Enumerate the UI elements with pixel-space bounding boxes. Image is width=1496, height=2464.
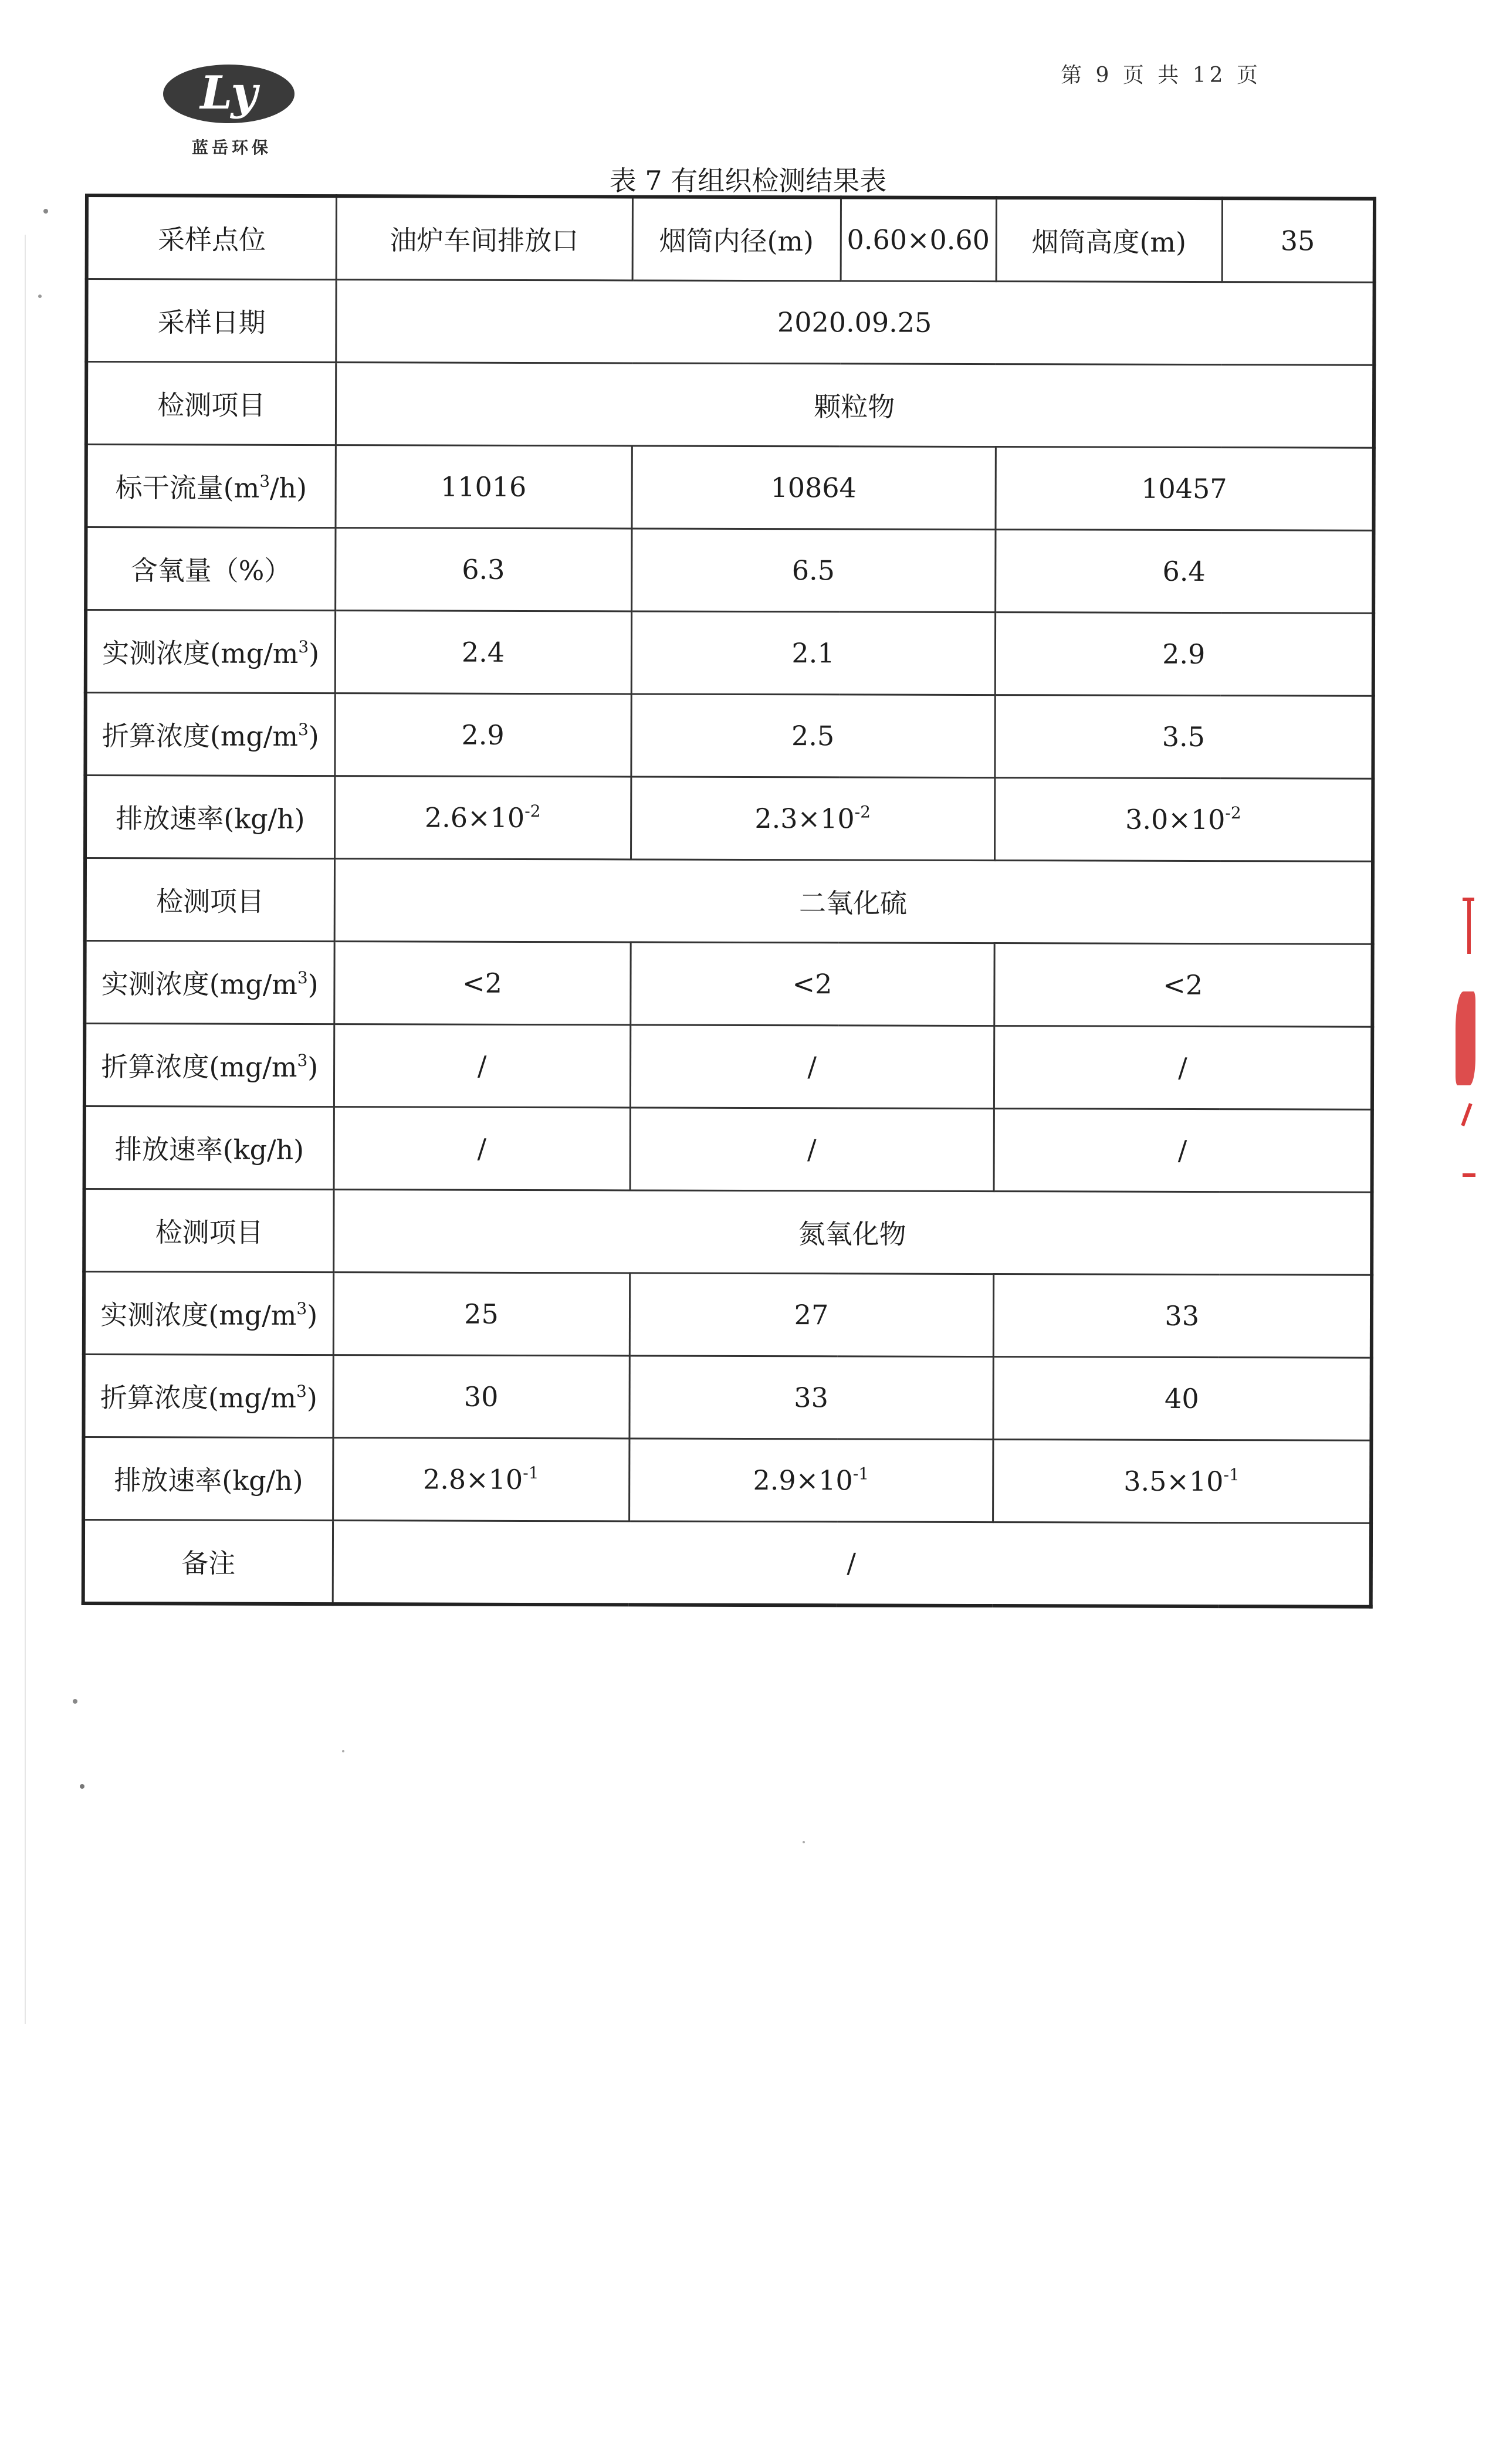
measurement-value: <2 xyxy=(630,942,994,1026)
table-row xyxy=(86,610,1373,696)
measurement-value: 2.4 xyxy=(335,611,631,694)
measurement-value: 2.5 xyxy=(631,694,994,778)
table-row xyxy=(86,445,1374,531)
measurement-value: 10864 xyxy=(632,446,996,530)
measurement-value: $2.6\times 10^{-2}$ xyxy=(334,776,631,859)
logo-mark-text: Ly xyxy=(200,66,258,120)
table-caption: 表 7 有组织检测结果表 xyxy=(609,165,887,197)
parameter-label: 含氧量（%） xyxy=(86,527,335,611)
table-row xyxy=(84,1272,1372,1358)
measurement-value: $2.3\times 10^{-2}$ xyxy=(631,777,994,861)
table-row xyxy=(85,776,1373,862)
parameter-label: 实测浓度$(mg/m^3)$ xyxy=(86,610,335,693)
parameter-label: 实测浓度$(mg/m^3)$ xyxy=(84,941,334,1024)
measurement-value: $3.0\times 10^{-2}$ xyxy=(994,778,1373,862)
scan-binding-line xyxy=(25,235,26,2024)
table-row xyxy=(84,1106,1372,1193)
measurement-value: 11016 xyxy=(336,445,632,529)
measurement-value: / xyxy=(630,1108,994,1192)
red-seal-fragment xyxy=(1452,898,1475,1179)
sampling-date-label: 采样日期 xyxy=(86,279,336,363)
company-logo xyxy=(158,62,299,161)
parameter-label: 排放速率(kg/h) xyxy=(84,1106,334,1190)
measurement-value: 2.9 xyxy=(334,693,631,777)
results-table-wrapper xyxy=(82,194,1373,1609)
test-item-value: 颗粒物 xyxy=(336,363,1374,448)
parameter-label: 实测浓度$(mg/m^3)$ xyxy=(84,1272,333,1355)
table-row xyxy=(83,1355,1371,1441)
measurement-value: $3.5\times 10^{-1}$ xyxy=(993,1440,1371,1524)
test-item-value: 氮氧化物 xyxy=(333,1190,1372,1275)
parameter-label: 标干流量$(m^3/h)$ xyxy=(86,445,336,528)
stack-diameter-label: 烟筒内径(m) xyxy=(632,197,841,280)
remarks-value: / xyxy=(333,1521,1371,1607)
table-row xyxy=(84,1189,1372,1275)
table-row xyxy=(83,1437,1371,1524)
sampling-point-label: 采样点位 xyxy=(87,195,336,280)
logo-text: 蓝岳环保 xyxy=(191,138,272,157)
measurement-value: / xyxy=(334,1024,630,1108)
table-row xyxy=(85,858,1373,945)
table-row xyxy=(86,279,1374,365)
page-indicator: 第 9 页 共 12 页 xyxy=(1061,63,1261,87)
page-header xyxy=(0,0,1496,176)
measurement-value: 6.5 xyxy=(631,529,995,612)
test-item-value: 二氧化硫 xyxy=(334,859,1373,945)
stack-height-label: 烟筒高度(m) xyxy=(996,198,1222,282)
test-item-label: 检测项目 xyxy=(84,1189,333,1272)
parameter-label: 折算浓度$(mg/m^3)$ xyxy=(83,1355,333,1438)
measurement-value: 2.1 xyxy=(631,611,995,695)
remarks-label: 备注 xyxy=(83,1520,333,1605)
table-row xyxy=(87,195,1375,282)
test-item-label: 检测项目 xyxy=(85,858,334,942)
measurement-value: / xyxy=(994,1109,1372,1193)
measurement-value: / xyxy=(630,1025,994,1109)
table-row xyxy=(84,941,1372,1027)
table-row xyxy=(85,693,1373,779)
stack-height-value: 35 xyxy=(1222,198,1375,282)
table-row xyxy=(83,1520,1371,1607)
measurement-value: $2.9\times 10^{-1}$ xyxy=(629,1439,993,1522)
measurement-value: <2 xyxy=(334,942,630,1025)
measurement-value: 27 xyxy=(629,1273,993,1357)
measurement-value: 2.9 xyxy=(995,612,1373,696)
parameter-label: 排放速率(kg/h) xyxy=(85,776,334,859)
parameter-label: 折算浓度$(mg/m^3)$ xyxy=(85,693,334,776)
measurement-value: / xyxy=(994,1026,1372,1110)
logo-mark-icon xyxy=(161,62,296,126)
table-row xyxy=(86,362,1374,448)
measurement-value: / xyxy=(334,1107,630,1190)
table-row xyxy=(84,1024,1372,1110)
measurement-value: 6.3 xyxy=(335,528,631,611)
measurement-value: 6.4 xyxy=(995,530,1373,614)
table-row xyxy=(86,527,1373,614)
measurement-value: 33 xyxy=(629,1356,993,1440)
measurement-value: 25 xyxy=(333,1272,629,1356)
measurement-value: 33 xyxy=(993,1274,1372,1358)
measurement-value: <2 xyxy=(994,943,1372,1027)
stack-diameter-value: 0.60×0.60 xyxy=(841,197,996,281)
measurement-value: $2.8\times 10^{-1}$ xyxy=(333,1438,629,1521)
measurement-value: 30 xyxy=(333,1355,629,1439)
parameter-label: 折算浓度$(mg/m^3)$ xyxy=(84,1024,334,1107)
parameter-label: 排放速率(kg/h) xyxy=(83,1437,333,1521)
test-item-label: 检测项目 xyxy=(86,362,336,445)
sampling-point-value: 油炉车间排放口 xyxy=(336,196,632,280)
sampling-date-value: 2020.09.25 xyxy=(336,280,1374,365)
measurement-value: 40 xyxy=(993,1357,1371,1441)
measurement-value: 3.5 xyxy=(994,695,1373,779)
measurement-value: 10457 xyxy=(996,447,1374,531)
results-table xyxy=(82,194,1376,1609)
